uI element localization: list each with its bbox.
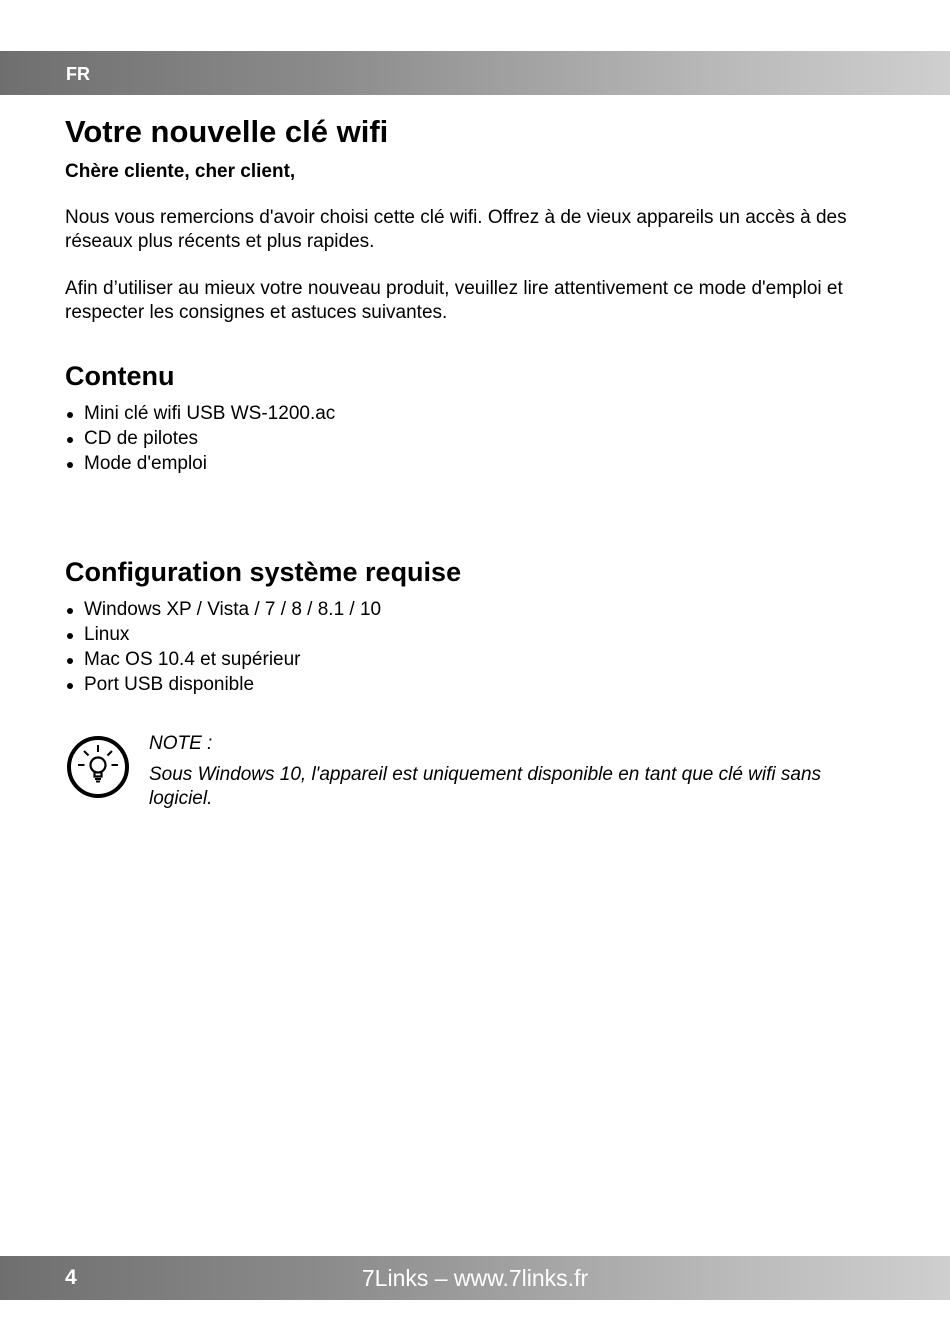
- list-item: Windows XP / Vista / 7 / 8 / 8.1 / 10: [65, 597, 381, 622]
- contents-list: [65, 401, 335, 476]
- list-item: Port USB disponible: [65, 672, 381, 697]
- page-title: Votre nouvelle clé wifi: [65, 114, 389, 149]
- contents-heading: Contenu: [65, 361, 175, 391]
- intro-paragraph: Nous vous remercions d'avoir choisi cette clé wifi. Offrez à de vieux appareils un accès à des réseaux plus récents et plus rapides.: [65, 207, 847, 252]
- header-bar: [0, 51, 950, 95]
- salutation: Chère cliente, cher client,: [65, 161, 296, 182]
- list-item: Mac OS 10.4 et supérieur: [65, 647, 381, 672]
- list-item: Linux: [65, 622, 381, 647]
- page-number: 4: [65, 1266, 77, 1289]
- list-item: Mini clé wifi USB WS-1200.ac: [65, 401, 335, 426]
- lightbulb-icon: [65, 734, 131, 800]
- footer-bar: [0, 1256, 950, 1300]
- footer-website: 7Links – www.7links.fr: [361, 1265, 589, 1291]
- usage-paragraph: Afin d’utiliser au mieux votre nouveau produit, veuillez lire attentivement ce mode d'emploi et respecter les consignes et astuces suivantes.: [65, 278, 843, 323]
- requirements-heading: Configuration système requise: [65, 557, 462, 587]
- language-label: FR: [66, 64, 90, 84]
- requirements-list: [65, 597, 381, 697]
- list-item: Mode d'emploi: [65, 451, 335, 476]
- note-text: Sous Windows 10, l'appareil est uniquement disponible en tant que clé wifi sans logiciel.: [149, 764, 822, 809]
- note-title: NOTE :: [149, 733, 213, 754]
- list-item: CD de pilotes: [65, 426, 335, 451]
